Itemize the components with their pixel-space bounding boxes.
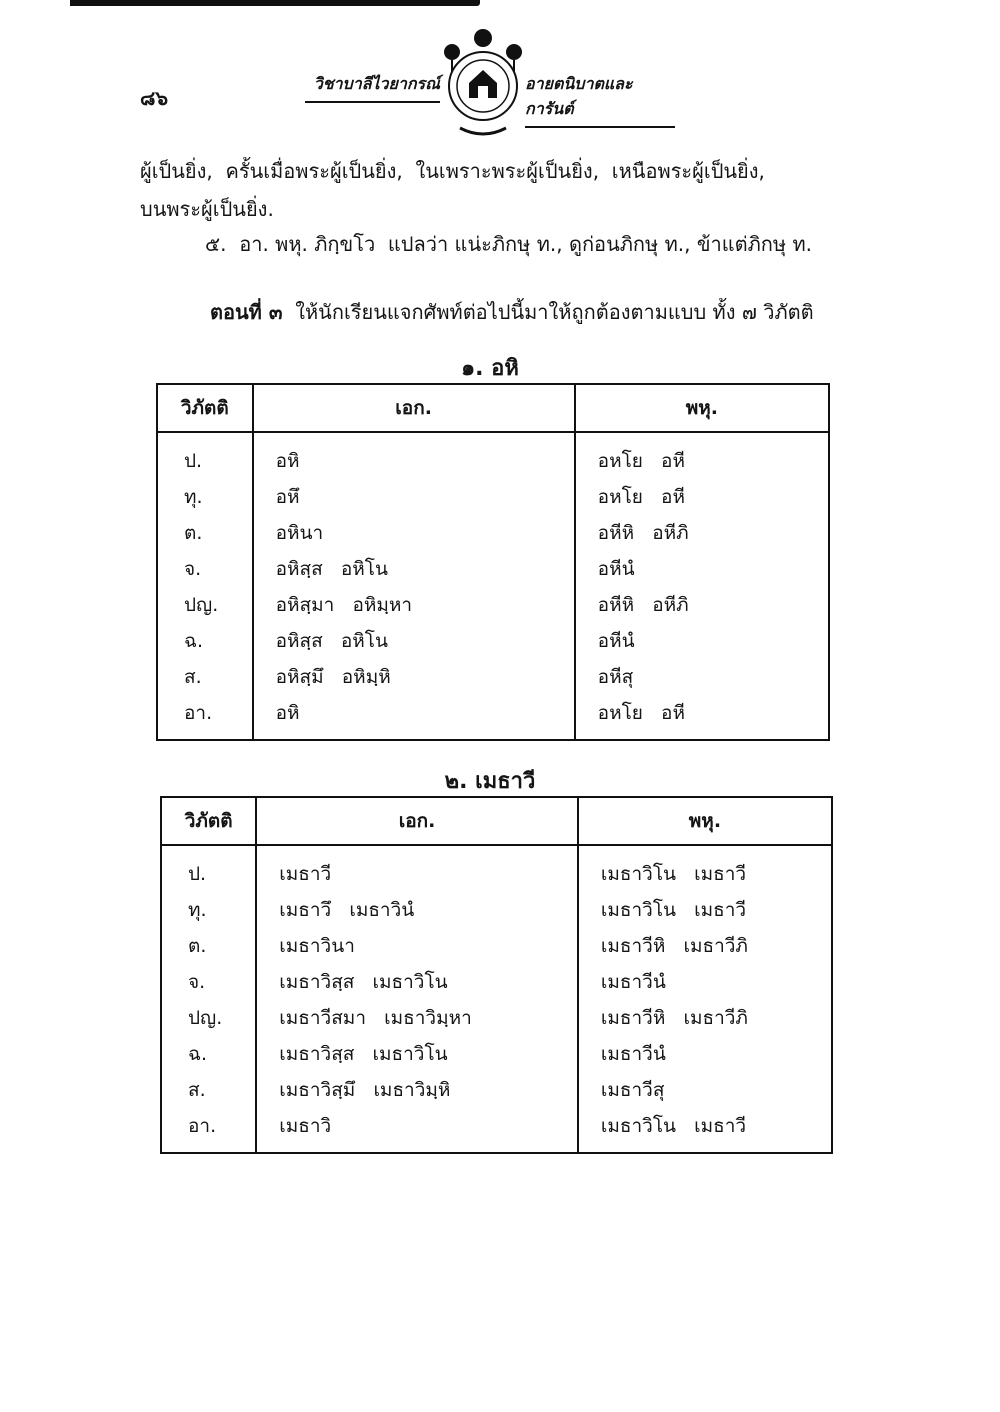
singular-cell: เมธาวึ เมธาวินํ	[256, 892, 578, 928]
column-header-singular: เอก.	[256, 797, 578, 845]
singular-cell: อหิสฺส อหิโน	[253, 623, 575, 659]
case-cell: ปญ.	[157, 587, 253, 623]
singular-cell: เมธาวี	[256, 845, 578, 892]
case-cell: จ.	[157, 551, 253, 587]
singular-cell: เมธาวิสฺมึ เมธาวิมฺหิ	[256, 1072, 578, 1108]
plural-cell: อหีนํ	[597, 630, 635, 652]
case-cell: ต.	[157, 515, 253, 551]
table-row	[157, 623, 829, 659]
instruction-text: ให้นักเรียนแจกศัพท์ต่อไปนี้มาให้ถูกต้องตามแบบ ทั้ง ๗ วิภัตติ	[282, 300, 814, 324]
case-cell: ทุ.	[157, 479, 253, 515]
body-text-line-1: ผู้เป็นยิ่ง, ครั้นเมื่อพระผู้เป็นยิ่ง, ในเพราะพระผู้เป็นยิ่ง, เหนือพระผู้เป็นยิ่ง,	[140, 159, 765, 183]
case-cell: อา.	[161, 1108, 256, 1153]
plural-cell: เมธาวีนํ	[600, 1043, 666, 1065]
header-left-title: วิชาบาลีไวยากรณ์	[305, 72, 440, 103]
table-row	[157, 432, 829, 479]
plural-cell: เมธาวีสุ	[600, 1079, 665, 1101]
plural-cell: อหีหิ อหีภิ	[597, 522, 689, 544]
singular-cell: เมธาวีสมา เมธาวิมฺหา	[256, 1000, 578, 1036]
table-row	[161, 928, 832, 964]
case-cell: ส.	[161, 1072, 256, 1108]
plural-cell: เมธาวิโน เมธาวี	[600, 899, 747, 921]
column-header-plural: พหุ.	[575, 384, 829, 432]
singular-cell: อหึ	[253, 479, 575, 515]
column-header-case: วิภัตติ	[161, 797, 256, 845]
table-2-title: ๒. เมธาวี	[444, 769, 536, 794]
table-row	[161, 1036, 832, 1072]
singular-cell: อหิสฺส อหิโน	[253, 551, 575, 587]
table-row	[161, 845, 832, 892]
instruction-label: ตอนที่ ๓	[210, 300, 283, 324]
plural-cell: เมธาวีนํ	[600, 971, 666, 993]
plural-cell: อหโย อหี	[597, 450, 685, 472]
case-cell: ส.	[157, 659, 253, 695]
case-cell: ป.	[161, 845, 256, 892]
body-text-line-2: บนพระผู้เป็นยิ่ง.	[140, 197, 274, 221]
table-1-title: ๑. อหิ	[461, 356, 519, 381]
case-cell: ทุ.	[161, 892, 256, 928]
declension-table-2	[160, 796, 833, 1154]
plural-cell: อหโย อหี	[597, 486, 685, 508]
case-cell: ป.	[157, 432, 253, 479]
page-number: ๘๖	[140, 86, 169, 110]
plural-cell: เมธาวิโน เมธาวี	[600, 863, 747, 885]
plural-cell: อหีหิ อหีภิ	[597, 594, 689, 616]
singular-cell: อหิ	[253, 432, 575, 479]
table-row	[157, 695, 829, 740]
table-row	[161, 1072, 832, 1108]
singular-cell: อหิสฺมา อหิมฺหา	[253, 587, 575, 623]
case-cell: ต.	[161, 928, 256, 964]
plural-cell: เมธาวีหิ เมธาวีภิ	[600, 935, 748, 957]
instruction	[210, 296, 814, 328]
top-rule	[70, 0, 480, 6]
case-cell: อา.	[157, 695, 253, 740]
singular-cell: เมธาวิสฺส เมธาวิโน	[256, 964, 578, 1000]
plural-cell: อหีนํ	[597, 558, 635, 580]
declension-table-1	[156, 383, 830, 741]
singular-cell: อหิสฺมึ อหิมฺหิ	[253, 659, 575, 695]
table-row	[157, 659, 829, 695]
seal-emblem-icon	[438, 28, 528, 136]
column-header-plural: พหุ.	[578, 797, 832, 845]
singular-cell: เมธาวิสฺส เมธาวิโน	[256, 1036, 578, 1072]
table-row	[161, 1108, 832, 1153]
plural-cell: อหีสุ	[597, 666, 634, 688]
plural-cell: เมธาวีหิ เมธาวีภิ	[600, 1007, 748, 1029]
singular-cell: เมธาวิ	[256, 1108, 578, 1153]
table-row	[157, 515, 829, 551]
case-cell: ฉ.	[157, 623, 253, 659]
singular-cell: อหิ	[253, 695, 575, 740]
table-row	[157, 551, 829, 587]
singular-cell: เมธาวินา	[256, 928, 578, 964]
table-row	[157, 479, 829, 515]
table-row	[161, 1000, 832, 1036]
table-row	[161, 964, 832, 1000]
table-row	[157, 587, 829, 623]
column-header-case: วิภัตติ	[157, 384, 253, 432]
header-right-title: อายตนิบาตและการันต์	[525, 72, 675, 128]
column-header-singular: เอก.	[253, 384, 575, 432]
case-cell: จ.	[161, 964, 256, 1000]
table-row	[161, 892, 832, 928]
body-text-line-3: ๕. อา. พหุ. ภิกฺขโว แปลว่า แน่ะภิกษุ ท., ดูก่อนภิกษุ ท., ข้าแต่ภิกษุ ท.	[205, 232, 812, 256]
plural-cell: อหโย อหี	[597, 702, 685, 724]
case-cell: ปญ.	[161, 1000, 256, 1036]
case-cell: ฉ.	[161, 1036, 256, 1072]
plural-cell: เมธาวิโน เมธาวี	[600, 1115, 747, 1137]
singular-cell: อหินา	[253, 515, 575, 551]
